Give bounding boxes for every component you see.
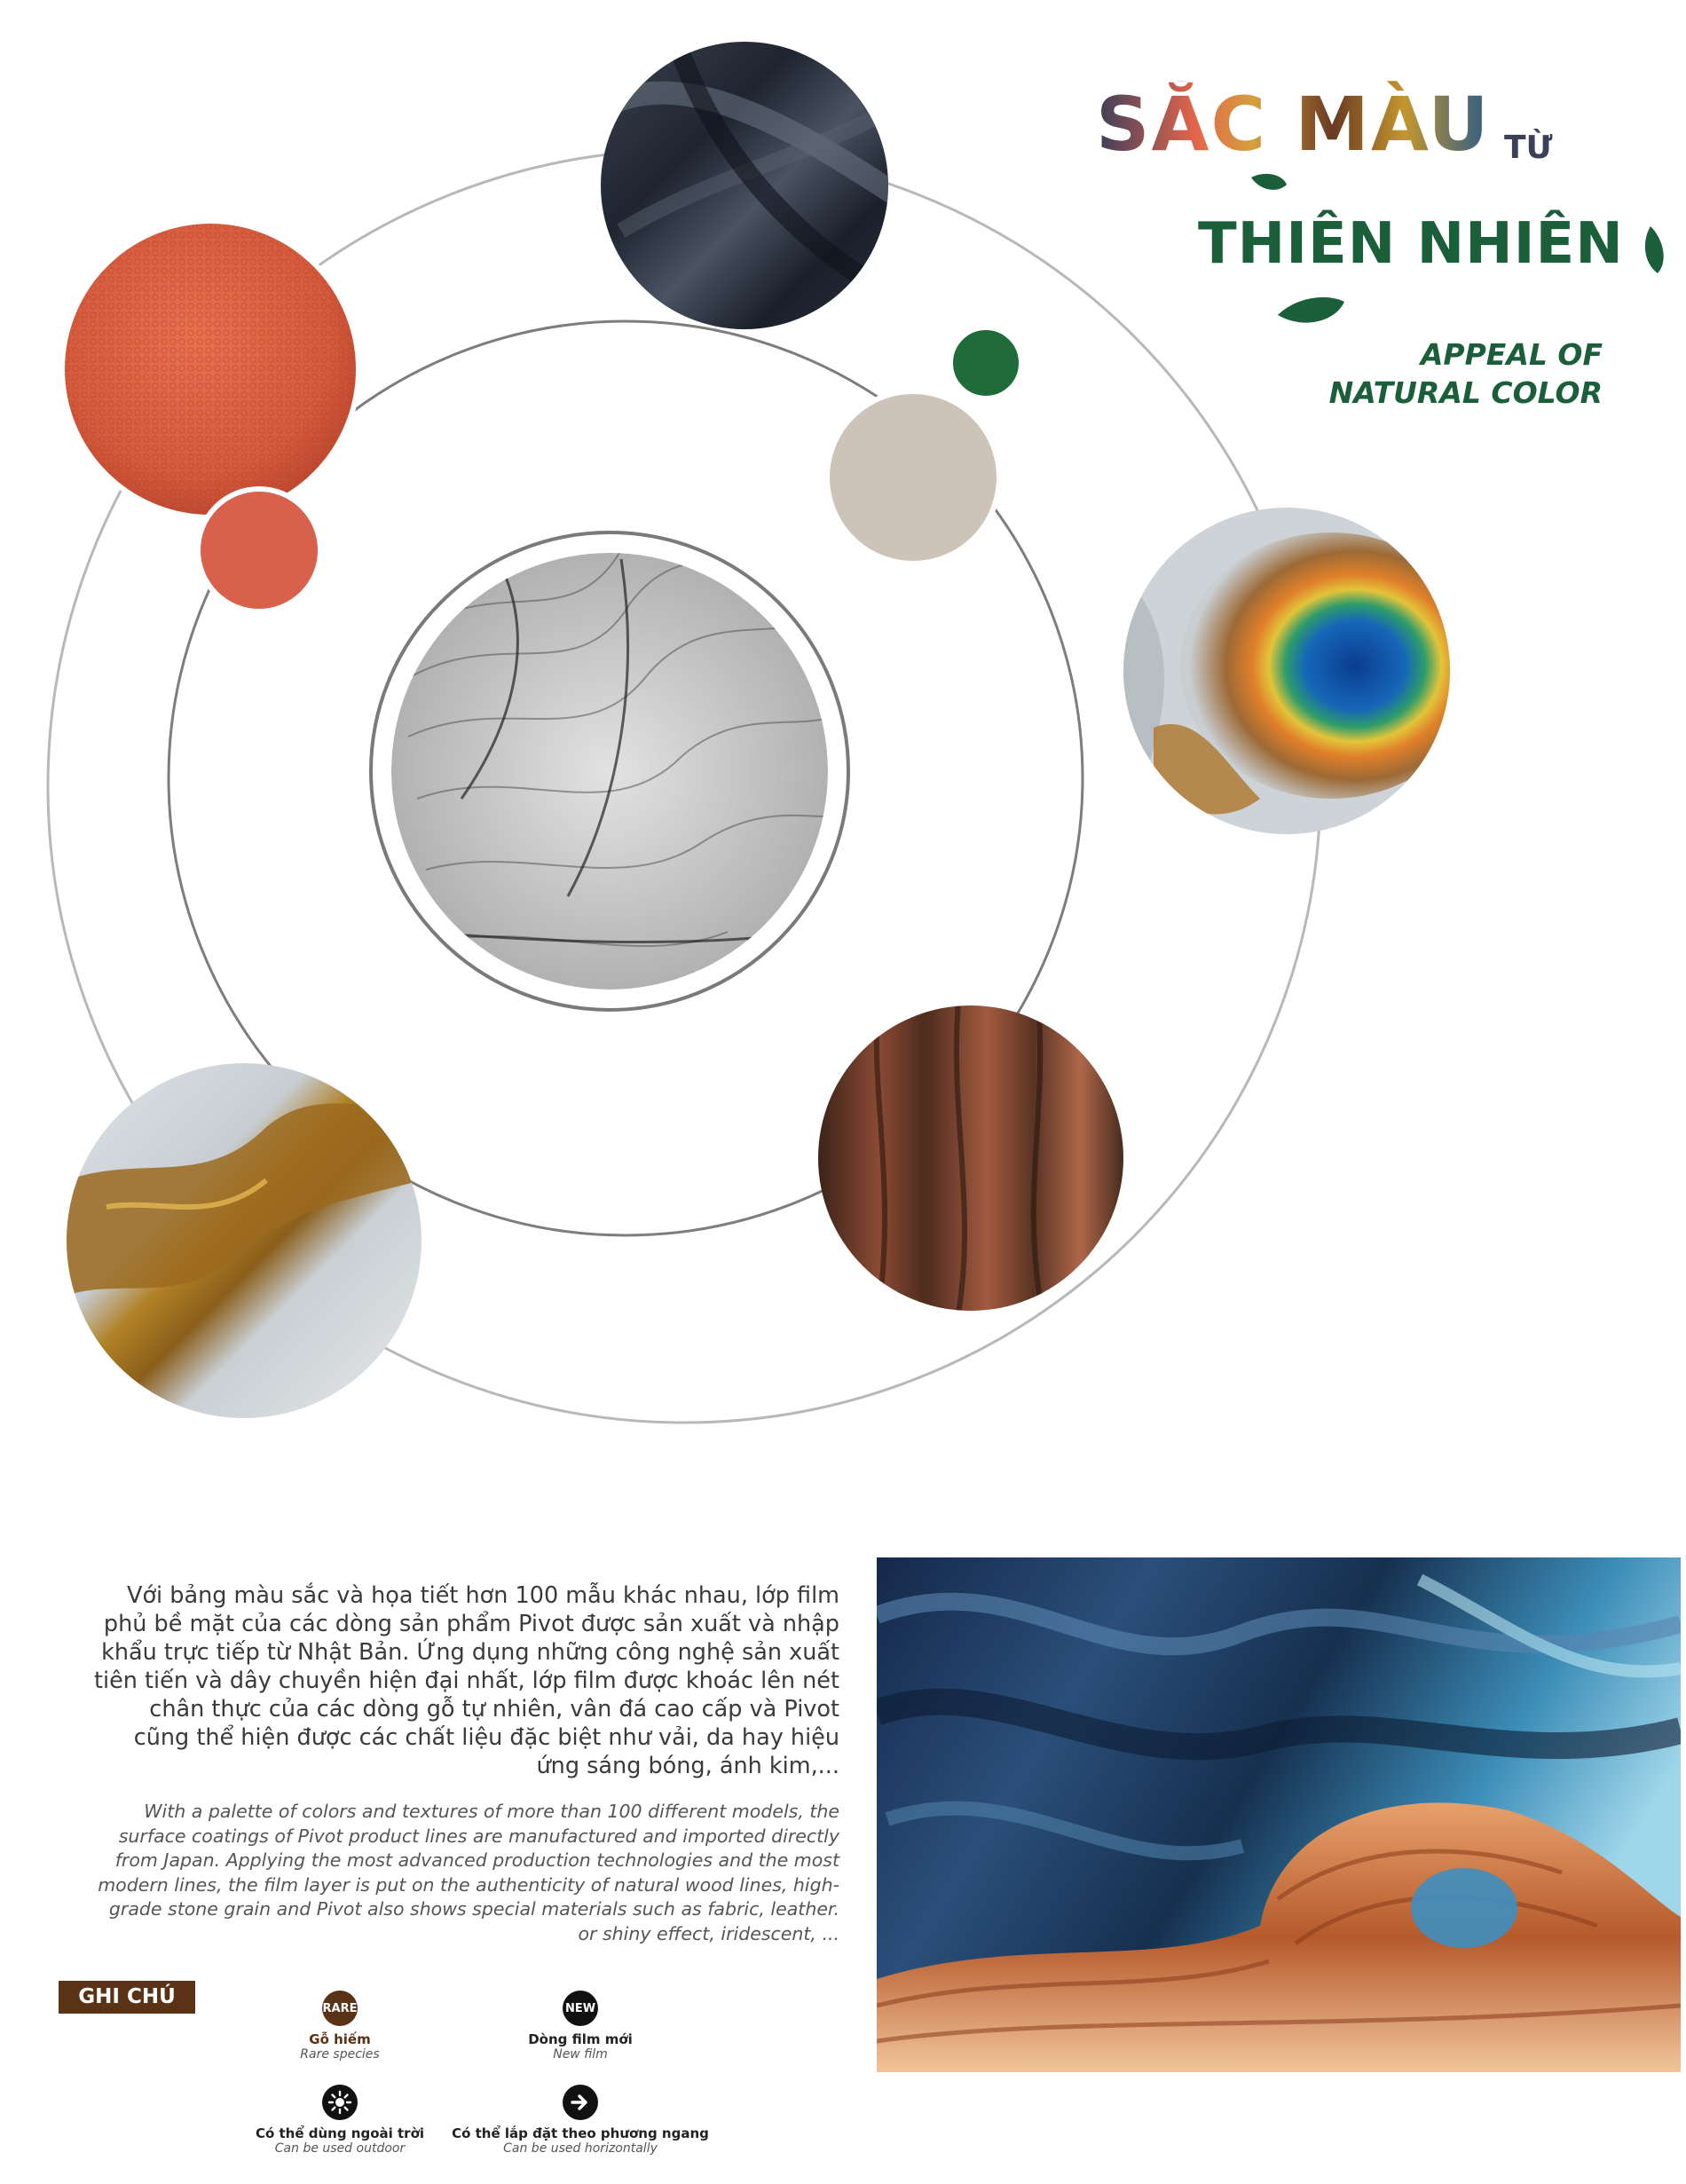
stone-texture bbox=[67, 1063, 422, 1418]
title-small-word: TỪ bbox=[1504, 130, 1553, 166]
legend-item-sub: Rare species bbox=[300, 2047, 380, 2062]
wood-grain-texture bbox=[391, 497, 828, 990]
legend-item-rare bbox=[225, 1991, 455, 2062]
leaf-icon bbox=[1251, 174, 1287, 190]
legend-item-sub: Can be used outdoor bbox=[274, 2141, 406, 2156]
legend-title: GHI CHÚ bbox=[59, 1981, 195, 2014]
title-line1 bbox=[1096, 81, 1491, 168]
subtitle-line2: NATURAL COLOR bbox=[1328, 375, 1603, 410]
legend-item-name: Có thể dùng ngoài trời bbox=[255, 2125, 425, 2141]
legend-item-name: Gỗ hiếm bbox=[309, 2031, 371, 2047]
legend-item-horizontal bbox=[447, 2085, 713, 2156]
orange-color-swatch bbox=[198, 489, 320, 611]
leaf-icon bbox=[1645, 226, 1664, 273]
subtitle-line1: APPEAL OF bbox=[1420, 337, 1603, 372]
vietnamese-description: Với bảng màu sắc và họa tiết hơn 100 mẫu khác nhau, lớp film phủ bề mặt của các dòng sản phẩm Pivot được sản xuất và nhập khẩu trực tiếp từ Nhật Bản. Ứng dụng những công nghệ sản xuất tiên tiến và dây chuyền hiện đại nhất, lớp film được khoác lên nét chân thực của các dòng gỗ tự nhiên, vân đá cao cấp và Pivot cũng thể hiện được các chất liệu đặc biệt như vải, da hay hiệu ứng sáng bóng, ánh kim,... bbox=[94, 1582, 839, 1779]
bark-texture bbox=[816, 1003, 1127, 1313]
sun-icon bbox=[322, 2085, 358, 2120]
leaf-icon bbox=[1278, 297, 1344, 323]
rare-badge-icon: RARE bbox=[322, 1991, 358, 2026]
legend-item-new bbox=[465, 1991, 696, 2062]
swirl-canyon-image bbox=[877, 1557, 1681, 2072]
hot-spring-texture bbox=[1118, 502, 1482, 840]
legend-item-name: Có thể lắp đặt theo phương ngang bbox=[452, 2125, 709, 2141]
green-color-swatch bbox=[951, 328, 1020, 398]
legend-item-sub: New film bbox=[553, 2047, 608, 2062]
legend-item-outdoor bbox=[225, 2085, 455, 2156]
new-badge-icon: NEW bbox=[563, 1991, 598, 2026]
arrow-right-icon bbox=[563, 2085, 598, 2120]
title-line1-text: SẮC MÀU bbox=[1096, 81, 1491, 168]
title-line2: THIÊN NHIÊN bbox=[1198, 211, 1624, 277]
subtitle bbox=[1329, 335, 1603, 412]
fabric-texture bbox=[595, 35, 896, 337]
legend-item-sub: Can be used horizontally bbox=[503, 2141, 658, 2156]
beige-color-swatch bbox=[827, 391, 999, 564]
english-description: With a palette of colors and textures of more than 100 different models, the surface coatings of Pivot product lines are manufactured and imported directly from Japan. Applying the most advanced production technologies and the most modern lines, the film layer is put on the authenticity of natural wood lines, high-grade stone grain and Pivot also shows special materials such as fabric, leather. or shiny effect, iridescent, ... bbox=[98, 1801, 839, 1944]
legend-item-name: Dòng film mới bbox=[528, 2031, 633, 2047]
